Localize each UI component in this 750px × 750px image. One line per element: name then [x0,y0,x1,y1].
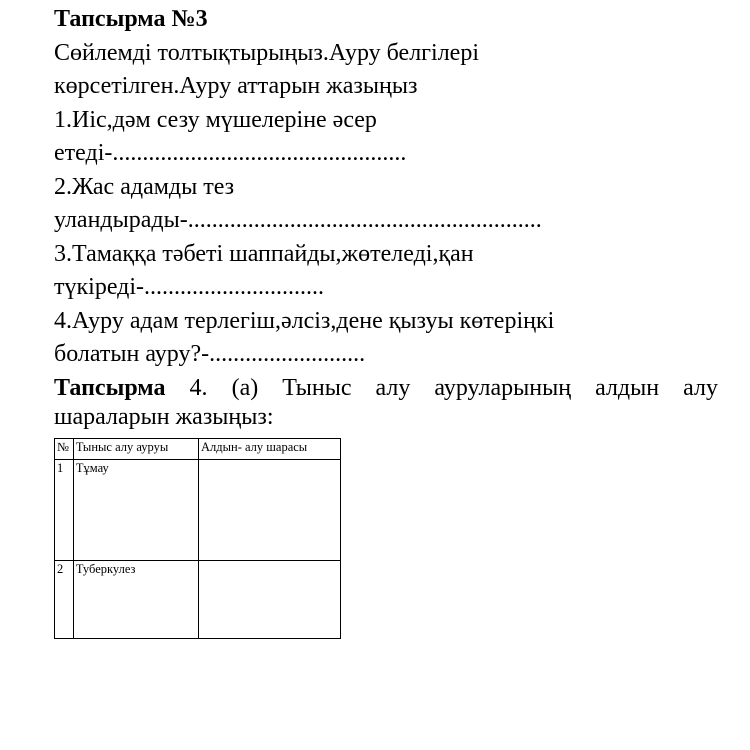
question-2-line-1: 2.Жас адамды тез [54,174,235,200]
prevention-table [54,438,341,639]
task4-text: 4. (а) Тыныс алу ауруларының алдын алу [189,375,718,401]
question-1-line-2: етеді-................................................. [54,140,407,166]
header-prevention: Алдын- алу шарасы [199,439,341,460]
question-1-line-1: 1.Иіс,дәм сезу мүшелеріне әсер [54,107,377,133]
question-4-line-2: болатын ауру?-.......................... [54,341,366,367]
row-number: 2 [55,561,74,639]
instruction-line-2: көрсетілген.Ауру аттарын жазыңыз [54,73,418,99]
row-number: 1 [55,460,74,561]
row-prevention-cell[interactable] [199,460,341,561]
task4-line-2: шараларын жазыңыз: [54,404,274,430]
task4-heading: Тапсырма [54,375,166,401]
instruction-line-1: Сөйлемді толтықтырыңыз.Ауру белгілері [54,40,479,66]
table-row [55,460,341,561]
question-3-line-2: түкіреді-.............................. [54,274,325,300]
header-disease: Тыныс алу ауруы [73,439,198,460]
row-disease: Туберкулез [73,561,198,639]
table-row [55,561,341,639]
question-4-line-1: 4.Ауру адам терлегіш,әлсіз,дене қызуы көтеріңкі [54,308,555,334]
row-prevention-cell[interactable] [199,561,341,639]
question-3-line-1: 3.Тамаққа тәбеті шаппайды,жөтеледі,қан [54,241,474,267]
question-2-line-2: уландырады-........................................................... [54,207,542,233]
task4-line-1 [54,373,718,403]
header-number: № [55,439,74,460]
task3-title: Тапсырма №3 [54,6,208,32]
table-header-row [55,439,341,460]
row-disease: Тұмау [73,460,198,561]
